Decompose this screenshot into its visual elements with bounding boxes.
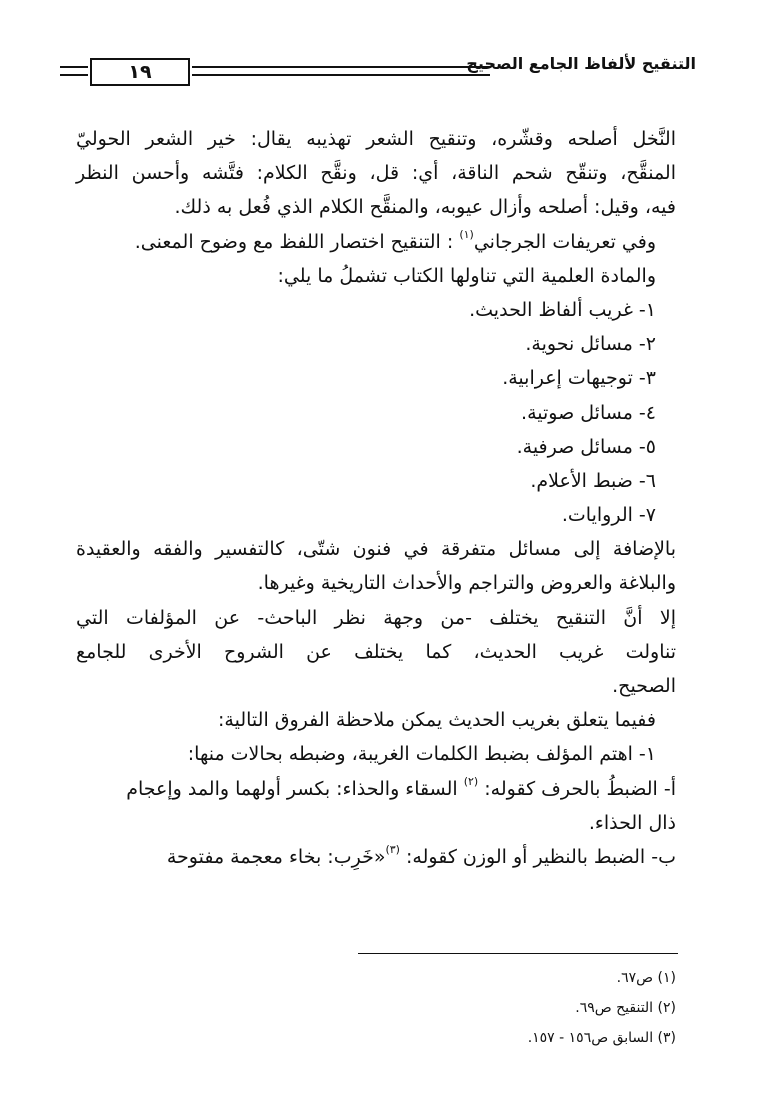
footnotes — [176, 963, 676, 1053]
line-text: السقاء والحذاء: بكسر أولهما والمد وإعجام — [126, 777, 458, 800]
footnote-ref: (١) — [459, 227, 474, 241]
body-line: والبلاغة والعروض والتراجم والأحداث التاريخية وغيرها. — [257, 572, 676, 595]
body-line: ذال الحذاء. — [588, 811, 676, 834]
body-line: تناولت غريب الحديث، كما يختلف عن الشروح الأخرى للجامع — [76, 640, 676, 663]
footnote: (١) ص٦٧. — [616, 970, 676, 986]
line-text: أ- الضبطُ بالحرف كقوله: — [484, 777, 676, 800]
body-line: ففيما يتعلق بغريب الحديث يمكن ملاحظة الفروق التالية: — [218, 709, 656, 732]
body-text — [76, 122, 676, 874]
line-text: : التنقيح اختصار اللفظ مع وضوح المعنى. — [134, 230, 454, 253]
list-item: ١- غريب ألفاظ الحديث. — [469, 298, 656, 321]
body-line: المنقَّح، وتنقّح شحم الناقة، أي: قل، ونقَّح الكلام: فتَّشه وأحسن النظر — [76, 162, 676, 185]
body-line: إلا أنَّ التنقيح يختلف -من وجهة نظر الباحث- عن المؤلفات التي — [76, 606, 676, 629]
body-line: والمادة العلمية التي تناولها الكتاب تشملُ ما يلي: — [277, 264, 656, 287]
header-rule-left-bottom — [60, 74, 88, 76]
body-line: بالإضافة إلى مسائل متفرقة في فنون شتّى، كالتفسير والفقه والعقيدة — [76, 538, 676, 561]
list-item: ٦- ضبط الأعلام. — [530, 469, 656, 492]
footnote: (٣) السابق ص١٥٦ - ١٥٧. — [527, 1030, 676, 1046]
list-item: ٣- توجيهات إعرابية. — [502, 367, 656, 390]
list-item: ٧- الروايات. — [561, 504, 656, 527]
running-header — [60, 50, 696, 92]
list-item: ٤- مسائل صوتية. — [521, 401, 656, 424]
header-rule-right-top — [192, 66, 490, 68]
body-line — [76, 225, 676, 259]
footnote-divider — [358, 953, 678, 954]
line-text: «خَرِب: بخاء معجمة مفتوحة — [166, 845, 386, 868]
header-rule-right-bottom — [192, 74, 490, 76]
body-line: ١- اهتم المؤلف بضبط الكلمات الغريبة، وضبطه بحالات منها: — [187, 743, 656, 766]
list-item: ٥- مسائل صرفية. — [516, 435, 656, 458]
header-rule-left-top — [60, 66, 88, 68]
body-line — [76, 840, 676, 874]
list-item: ٢- مسائل نحوية. — [525, 333, 656, 356]
footnote-ref: (٣) — [385, 842, 400, 856]
body-line: الصحيح. — [612, 675, 676, 697]
body-line: النَّخل أصلحه وقشّره، وتنقيح الشعر تهذيبه يقال: خير الشعر الحوليّ — [76, 128, 676, 150]
line-text: وفي تعريفات الجرجاني — [473, 230, 656, 253]
body-line: فيه، وقيل: أصلحه وأزال عيوبه، والمنقَّح الكلام الذي فُعل به ذلك. — [174, 196, 676, 219]
line-text: ب- الضبط بالنظير أو الوزن كقوله: — [406, 845, 676, 868]
footnote-ref: (٢) — [463, 774, 479, 788]
footnote: (٢) التنقيح ص٦٩. — [575, 1000, 676, 1016]
header-title: التنقيح لألفاظ الجامع الصحيح — [466, 54, 696, 73]
body-line — [76, 772, 676, 806]
page-number: ١٩ — [90, 58, 190, 86]
